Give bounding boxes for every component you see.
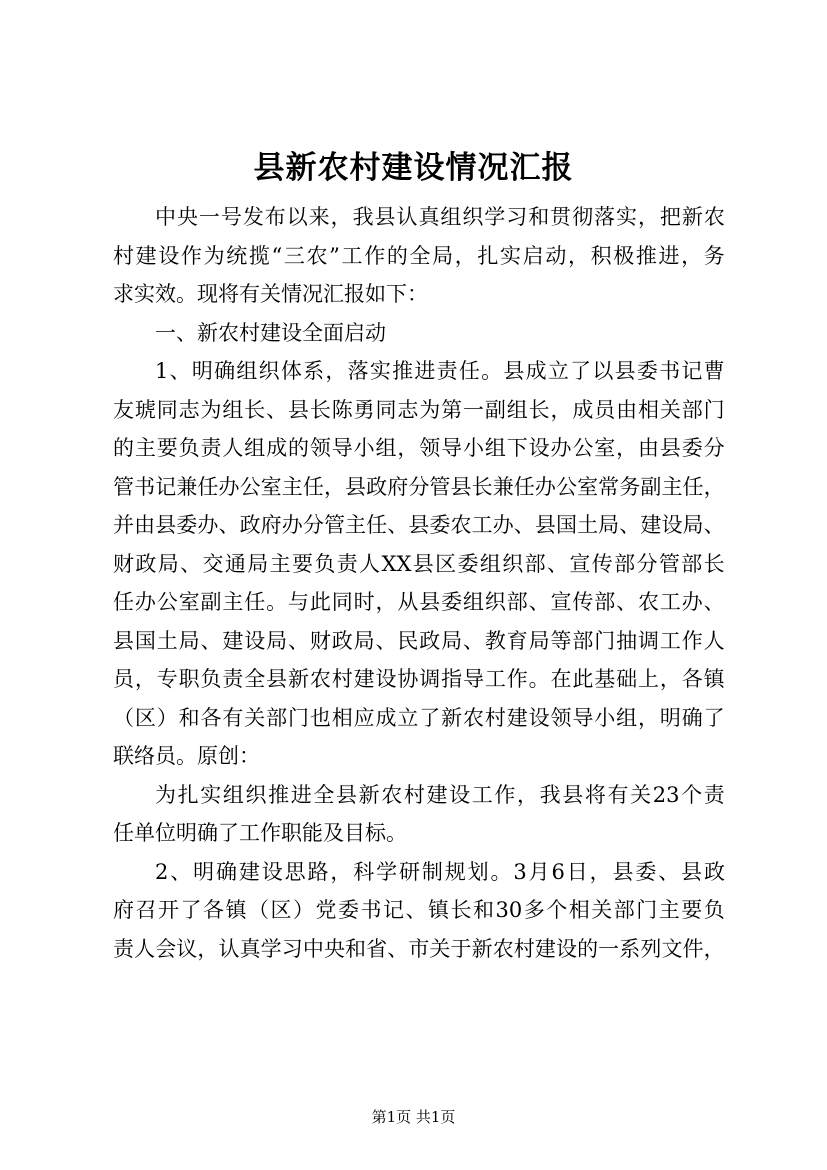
paragraph-line: 联络员。原创： [113,744,260,768]
paragraph-line: 任 办 公 室 副 主 任 。 与 此 同 时 ， 从 县 委 组 织 部 、 宣 传 部 、 农 工 办 、 [113,590,725,614]
paragraph-line: 为 扎 实 组 织 推 进 全 县 新 农 村 建 设 工 作 ， 我 县 将 有 关 23 个 责 [155,782,725,807]
document-body [113,198,725,968]
paragraph-line: 村 建 设 作 为 统 揽 “ 三 农 ” 工 作 的 全 局 ， 扎 实 启 动 ， 积 极 推 进 ， 务 [113,243,725,268]
paragraph-line: 府 召 开 了 各 镇 （ 区 ） 党 委 书 记 、 镇 长 和 30 多 个 相 关 部 门 主 要 负 [113,898,725,922]
paragraph-line: 一、新农村建设全面启动 [155,320,386,345]
paragraph-line: 管 书 记 兼 任 办 公 室 主 任 ， 县 政 府 分 管 县 长 兼 任 办 公 室 常 务 副 主 任 ， [113,474,725,499]
document-title: 县新农村建设情况汇报 [253,150,574,186]
paragraph-line: 员 ， 专 职 负 责 全 县 新 农 村 建 设 协 调 指 导 工 作 。 在 此 基 础 上 ， 各 镇 [113,667,725,691]
paragraph-line: 县 国 土 局 、 建 设 局 、 财 政 局 、 民 政 局 、 教 育 局 等 部 门 抽 调 工 作 人 [113,628,725,653]
paragraph-line: 任单位明确了工作职能及目标。 [113,821,407,845]
paragraph-line: 1 、 明 确 组 织 体 系 ， 落 实 推 进 责 任 。 县 成 立 了 以 县 委 书 记 曹 [155,359,725,383]
paragraph-line: 2 、 明 确 建 设 思 路 ， 科 学 研 制 规 划 。 3 月 6 日 ， 县 委 、 县 政 [155,859,725,884]
paragraph-line: 中 央 一 号 发 布 以 来 ， 我 县 认 真 组 织 学 习 和 贯 彻 落 实 ， 把 新 农 [155,205,725,229]
page-footer: 第1页 共1页 [371,1108,456,1126]
paragraph-line: 求实效。现将有关情况汇报如下： [113,282,428,306]
paragraph-line: 责 人 会 议 ， 认 真 学 习 中 央 和 省 、 市 关 于 新 农 村 建 设 的 一 系 列 文 件 ， [113,936,725,961]
paragraph-line: 财 政 局 、 交 通 局 主 要 负 责 人 XX 县 区 委 组 织 部 、 宣 传 部 分 管 部 长 [113,551,725,576]
paragraph-line: 并 由 县 委 办 、 政 府 办 分 管 主 任 、 县 委 农 工 办 、 县 国 土 局 、 建 设 局 、 [113,513,725,537]
paragraph-line: （ 区 ） 和 各 有 关 部 门 也 相 应 成 立 了 新 农 村 建 设 领 导 小 组 ， 明 确 了 [113,705,725,730]
paragraph-line: 友 琥 同 志 为 组 长 、 县 长 陈 勇 同 志 为 第 一 副 组 长 ， 成 员 由 相 关 部 门 [113,397,725,422]
paragraph-line: 的 主 要 负 责 人 组 成 的 领 导 小 组 ， 领 导 小 组 下 设 办 公 室 ， 由 县 委 分 [113,436,725,460]
